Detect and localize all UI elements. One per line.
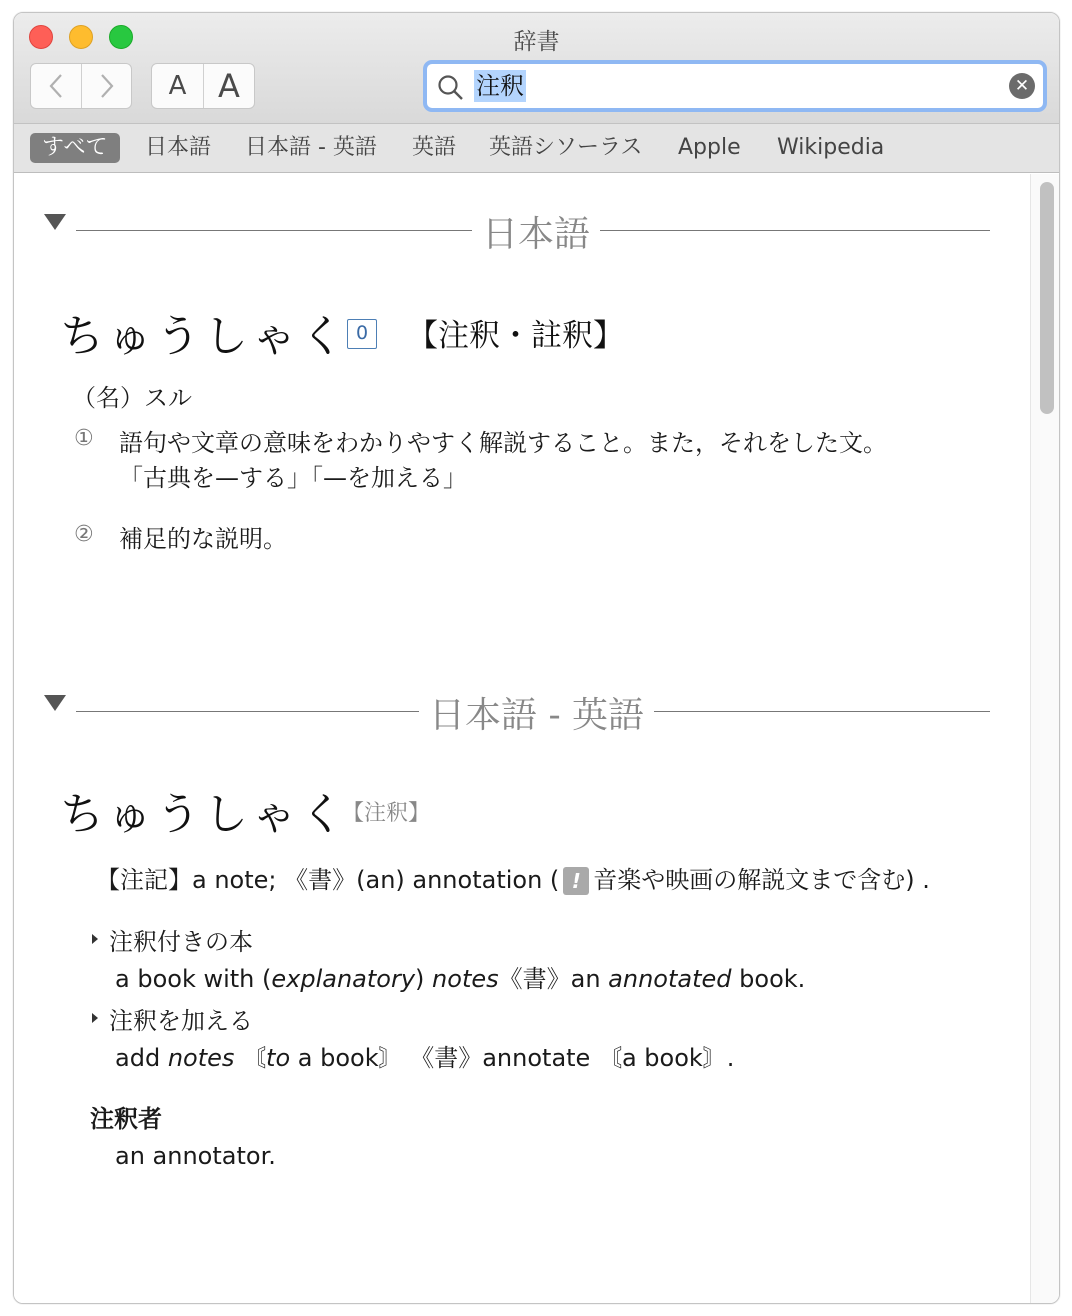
kanji-form: 【注釈・註釈】: [407, 318, 624, 354]
kanji-form: 【注釈】: [342, 801, 431, 826]
title-bar: [14, 13, 1059, 124]
dictionary-window: [13, 12, 1060, 1304]
clear-icon: ✕: [1014, 76, 1030, 96]
sense-text: 語句や文章の意味をわかりやすく解説すること。また，それをした文。: [119, 429, 887, 457]
scope-japanese-english[interactable]: 日本語 - 英語: [245, 135, 377, 160]
example-bullet: [92, 1013, 98, 1023]
navigation-buttons: [30, 63, 132, 109]
chevron-right-icon: [100, 73, 114, 99]
vertical-scrollbar[interactable]: [1030, 174, 1060, 1304]
search-field[interactable]: [423, 60, 1047, 112]
definition-content: [14, 174, 1030, 1304]
sense-example: 「古典を—する」「—を加える」: [119, 464, 467, 492]
note-badge: !: [563, 867, 589, 895]
sense-number: ②: [74, 522, 94, 547]
scrollbar-thumb[interactable]: [1040, 182, 1054, 414]
section-title-japanese-english: 日本語 - 英語: [419, 687, 654, 738]
clear-search-button[interactable]: [1009, 73, 1035, 99]
compound-headword: 注釈者: [90, 1105, 162, 1133]
example-english: add notes 〘to a book〙 《書》annotate 〘a book〙.: [115, 1044, 735, 1072]
chevron-left-icon: [49, 73, 63, 99]
translation-text: 【注記】a note; 《書》(an) annotation (: [96, 866, 560, 894]
search-input[interactable]: 注釈: [476, 72, 524, 100]
translation-line: [96, 860, 930, 895]
example-japanese: 注釈を加える: [109, 1007, 253, 1035]
part-of-speech: （名）スル: [72, 384, 192, 412]
increase-font-button[interactable]: A: [203, 64, 254, 108]
font-size-buttons: [151, 63, 255, 109]
scope-japanese[interactable]: 日本語: [145, 135, 212, 160]
scope-english[interactable]: 英語: [412, 135, 457, 160]
search-icon: [437, 74, 465, 102]
back-button[interactable]: [31, 64, 81, 108]
example-bullet: [92, 934, 98, 944]
scope-english-thesaurus[interactable]: 英語シソーラス: [489, 135, 643, 160]
headword-japanese: ちゅうしゃく: [60, 311, 348, 362]
source-scope-bar: [14, 124, 1059, 173]
decrease-font-button[interactable]: A: [168, 71, 187, 101]
window-title: 辞書: [513, 29, 560, 55]
scope-all[interactable]: すべて: [30, 133, 120, 163]
sense-number: ①: [74, 426, 94, 451]
forward-button[interactable]: [81, 64, 131, 108]
headword-japanese-english: ちゅうしゃく: [60, 789, 348, 840]
example-english: a book with (explanatory) notes《書》an annotated book.: [115, 965, 806, 993]
scope-apple[interactable]: Apple: [678, 135, 741, 160]
collapse-japanese-triangle[interactable]: [44, 214, 66, 230]
sense-text: 補足的な説明。: [119, 525, 287, 553]
section-title-japanese: 日本語: [472, 206, 600, 257]
accent-badge: 0: [347, 319, 377, 349]
translation-note: 音楽や映画の解説文まで含む) .: [593, 866, 930, 894]
example-japanese: 注釈付きの本: [109, 928, 253, 956]
scope-wikipedia[interactable]: Wikipedia: [777, 135, 885, 160]
compound-definition: an annotator.: [115, 1142, 276, 1170]
collapse-japanese-english-triangle[interactable]: [44, 695, 66, 711]
